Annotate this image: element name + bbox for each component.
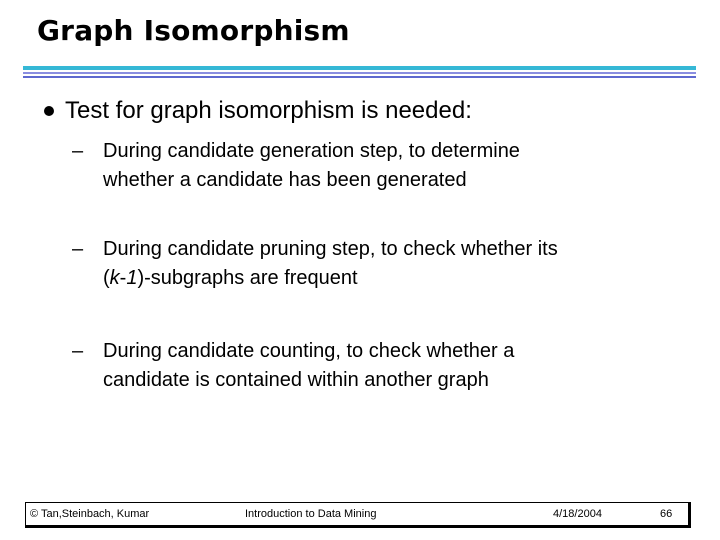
footer-course: Introduction to Data Mining <box>245 508 377 520</box>
title-rule-top <box>23 66 696 70</box>
paren-open: ( <box>103 267 110 289</box>
sub-bullet-line: candidate is contained within another graph <box>103 369 489 391</box>
slide-footer <box>25 502 691 528</box>
slide-title: Graph Isomorphism <box>37 14 350 47</box>
minus-sign: - <box>119 267 127 289</box>
sub-bullet-line: During candidate counting, to check whether a <box>103 340 515 362</box>
subgraphs-text: )-subgraphs are frequent <box>137 267 358 289</box>
sub-bullet-line: During candidate pruning step, to check whether its <box>103 238 558 260</box>
one-constant: 1 <box>126 267 138 289</box>
dash-icon: – <box>72 340 84 362</box>
footer-date: 4/18/2004 <box>553 508 602 520</box>
title-rule-middle <box>23 72 696 74</box>
bullet-dot-icon <box>44 106 54 116</box>
dash-icon: – <box>72 238 84 260</box>
main-bullet-text: Test for graph isomorphism is needed: <box>65 97 472 124</box>
title-rule-bottom <box>23 76 696 78</box>
k-variable: k <box>109 267 120 289</box>
dash-icon: – <box>72 140 84 162</box>
sub-bullet-line: whether a candidate has been generated <box>103 169 467 191</box>
footer-page-number: 66 <box>660 508 673 520</box>
sub-bullet-line <box>103 264 358 293</box>
footer-copyright: © Tan,Steinbach, Kumar <box>30 508 150 520</box>
sub-bullet-line: During candidate generation step, to determine <box>103 140 520 162</box>
